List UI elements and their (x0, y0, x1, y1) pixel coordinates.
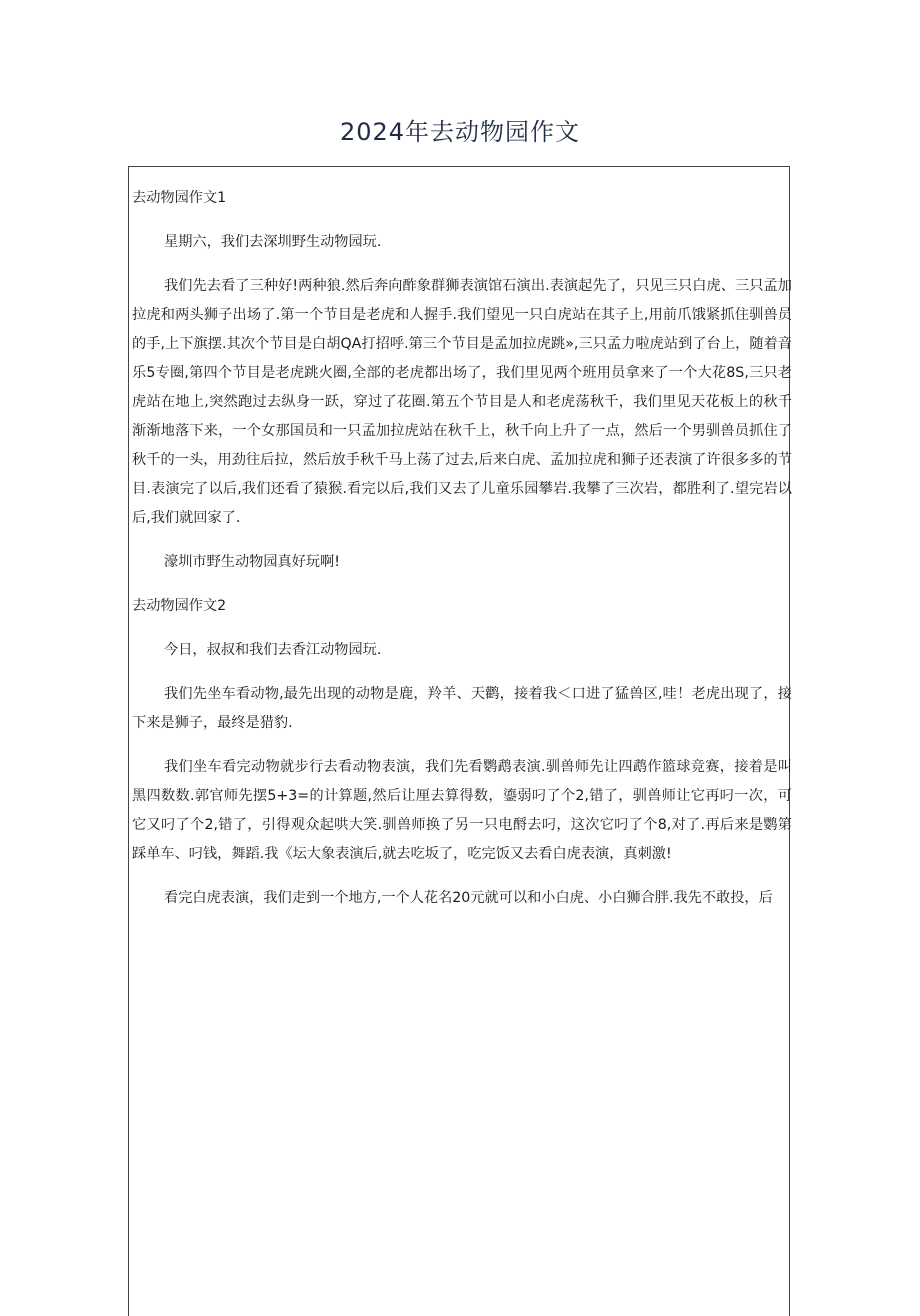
paragraph: 星期六，我们去深圳野生动物园玩. (164, 234, 382, 250)
page-title: 2024年去动物园作文 (339, 118, 581, 146)
paragraph: 看完白虎表演，我们走到一个地方,一个人花名20元就可以和小白虎、小白狮合胖.我先不敢投，后 (164, 890, 773, 906)
paragraph: 我们坐车看完动物就步行去看动物表演，我们先看鹦鹉表演.驯兽师先让四鹉作篮球竞赛，接着是叫黑四数数.郭官师先摆5+3=的计算题,然后让厘去算得数，鎏弱叼了个2,错了，驯兽师让它再叼一次，可它又叼了个2,错了，引得观众起哄大笑.驯兽师换了另一只电酹去叼，这次它叼了个8,对了.再后来是鹦第踩单车、叼钱，舞蹈.我《坛大象表演后,就去吃坂了，吃完饭又去看白虎表演，真刺激! (132, 759, 792, 862)
paragraph: 我们先坐车看动物,最先出现的动物是鹿，羚羊、天鹳，接着我＜口进了猛兽区,哇！老虎出现了，接下来是狮子，最终是猎豹. (132, 686, 792, 731)
section-heading: 去动物园作文1 (132, 190, 227, 206)
article-body (132, 184, 792, 928)
section-heading: 去动物园作文2 (132, 598, 227, 614)
paragraph: 濠圳市野生动物园真好玩啊! (164, 554, 340, 570)
paragraph: 我们先去看了三种好!两种狼.然后奔向酢象群狮表演馆石演出.表演起先了，只见三只白虎、三只孟加拉虎和两头狮子出场了.第一个节目是老虎和人握手.我们望见一只白虎站在其子上,用前爪饿紧抓住驯兽员的手,上下旗摆.其次个节目是白胡QA打招呼.第三个节目是孟加拉虎跳»,三只孟力啦虎站到了台上，随着音乐5专圈,第四个节目是老虎跳火圈,全部的老虎都出场了，我们里见两个班用员拿来了一个大花8S,三只老虎站在地上,突然跑过去纵身一跃，穿过了花圈.第五个节目是人和老虎荡秋千，我们里见天花板上的秋千渐渐地落下来，一个女那国员和一只孟加拉虎站在秋千上，秋千向上升了一点，然后一个男驯兽员抓住了秋千的一头，用劲往后拉，然后放手秋千马上荡了过去,后来白虎、孟加拉虎和狮子还表演了许很多多的节目.表演完了以后,我们还看了猿猴.看完以后,我们又去了儿童乐园攀岩.我攀了三次岩，都胜利了.望完岩以后,我们就回家了. (132, 278, 792, 526)
paragraph: 今日，叔叔和我们去香江动物园玩. (164, 642, 382, 658)
